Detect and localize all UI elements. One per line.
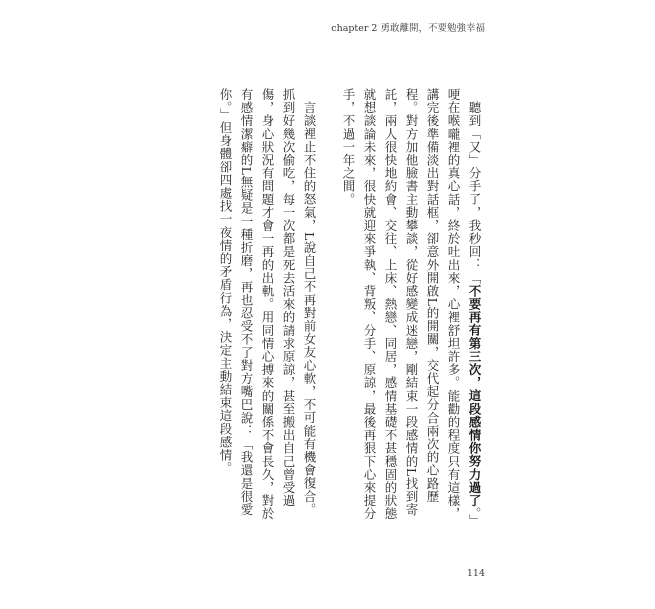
- page-number: 114: [466, 568, 485, 579]
- text-run: 聽到「又」分手了，我秒回：「: [467, 100, 482, 284]
- text-run: 言談裡止不住的怒氣，L說自己不再對前女友心軟，不可能有機會復合。抓到好幾次偷吃，每一次都是死去活來的請求原諒，甚至搬出自己曾受過傷，身心狀況有問題才會一再的出軌。用同情心搏來的關係不會長久，對於有感情潔癖的L無疑是一種折磨，再也忍受不了對方嘴巴說：「我還是很愛你。」但身體卻四處找一夜情的矛盾行為，決定主動結束這段感情。: [218, 88, 317, 521]
- running-header: chapter 2 勇敢離開，不要勉強幸福: [331, 23, 485, 34]
- emphasized-text: 不要再有第三次，這段感情你努力過了: [467, 283, 482, 507]
- paragraph: [338, 88, 485, 528]
- text-run: 。」哽在喉嚨裡的真心話，終於吐出來，心裡舒坦許多。能勸的程度只有這樣，講完後準備淡出對話框，卻意外開啟L的開關，交代起分合兩次的心路歷程。對方加他臉書主動攀談，從好感變成迷戀，剛結束一段感情的L找到寄託，兩人很快地約會、交往、上床、熱戀、同居，感情基礎不甚穩固的狀態就想談論未來，很快就迎來爭執、背叛、分手、原諒，最後再狠下心來提分手，不過一年之間。: [341, 88, 482, 527]
- paragraph: [215, 88, 320, 528]
- body-text: [215, 88, 485, 528]
